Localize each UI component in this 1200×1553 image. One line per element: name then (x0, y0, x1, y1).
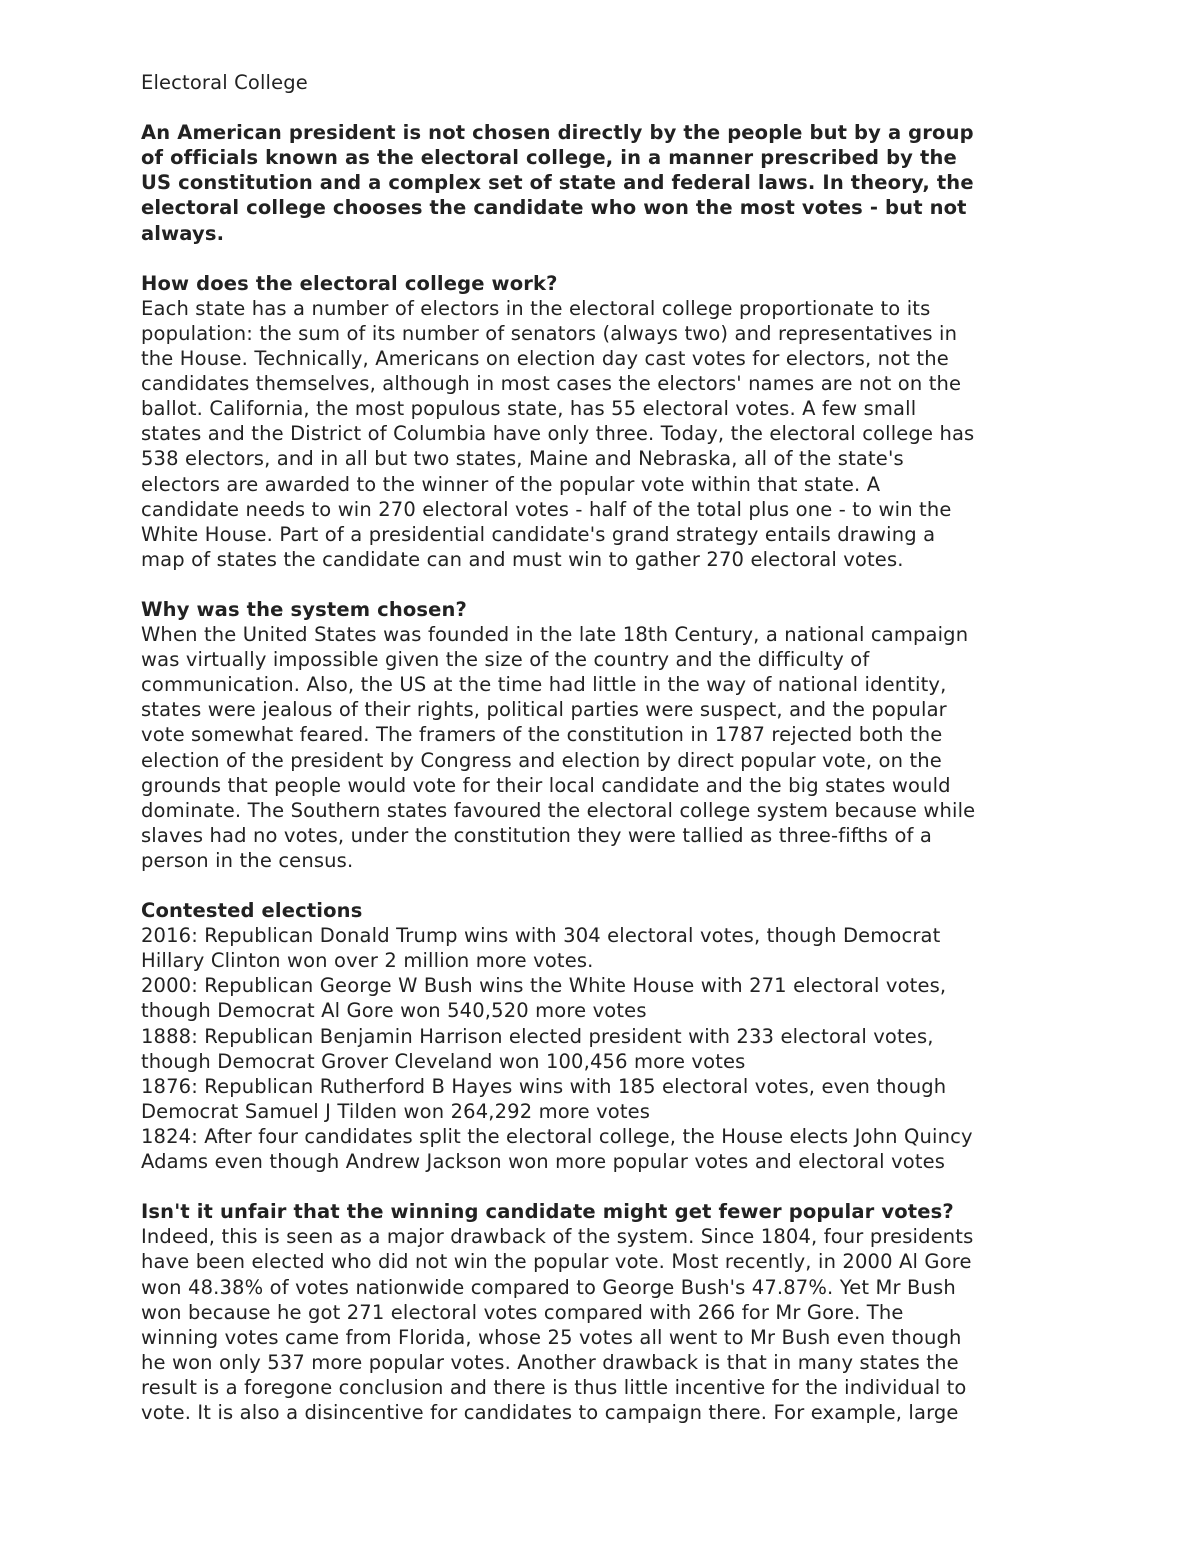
list-item-line: though Democrat Al Gore won 540,520 more votes (141, 999, 647, 1023)
paragraph-line: dominate. The Southern states favoured the electoral college system because while (141, 798, 976, 822)
section-why-chosen (141, 597, 1071, 873)
paragraph-line: White House. Part of a presidential candidate's grand strategy entails drawing a (141, 522, 936, 546)
intro-line: An American president is not chosen directly by the people but by a group (141, 121, 974, 145)
paragraph-line: electors are awarded to the winner of the popular vote within that state. A (141, 472, 881, 496)
paragraph-line: slaves had no votes, under the constitution they were tallied as three-fifths of a (141, 823, 932, 847)
paragraph-line: states were jealous of their rights, political parties were suspect, and the popular (141, 698, 947, 722)
document-page (141, 70, 1071, 1450)
list-item-line: Adams even though Andrew Jackson won more popular votes and electoral votes (141, 1150, 946, 1174)
section-paragraph (141, 296, 1071, 572)
list-item-line: 1876: Republican Rutherford B Hayes wins with 185 electoral votes, even though (141, 1074, 947, 1098)
list-item-line: 2000: Republican George W Bush wins the White House with 271 electoral votes, (141, 974, 947, 998)
list-item-line: though Democrat Grover Cleveland won 100,456 more votes (141, 1049, 746, 1073)
section-paragraph (141, 622, 1071, 873)
section-heading: Contested elections (141, 899, 363, 923)
paragraph-line: Indeed, this is seen as a major drawback of the system. Since 1804, four presidents (141, 1225, 974, 1249)
document-title: Electoral College (141, 71, 308, 94)
paragraph-line: map of states the candidate can and must win to gather 270 electoral votes. (141, 547, 904, 571)
paragraph-line: When the United States was founded in the late 18th Century, a national campaign (141, 623, 969, 647)
paragraph-line: result is a foregone conclusion and there is thus little incentive for the individual to (141, 1375, 967, 1399)
list-item (141, 973, 1071, 1023)
paragraph-line: vote. It is also a disincentive for candidates to campaign there. For example, large (141, 1400, 959, 1424)
intro-line: electoral college chooses the candidate who won the most votes - but not (141, 196, 967, 220)
paragraph-line: population: the sum of its number of senators (always two) and representatives in (141, 321, 958, 345)
section-heading: Why was the system chosen? (141, 597, 468, 621)
paragraph-line: vote somewhat feared. The framers of the constitution in 1787 rejected both the (141, 723, 943, 747)
list-item (141, 1124, 1071, 1174)
paragraph-line: ballot. California, the most populous state, has 55 electoral votes. A few small (141, 397, 917, 421)
list-item-line: 2016: Republican Donald Trump wins with 304 electoral votes, though Democrat (141, 924, 941, 948)
contested-elections-list (141, 923, 1071, 1174)
list-item-line: Hillary Clinton won over 2 million more votes. (141, 949, 594, 973)
section-how-it-works (141, 271, 1071, 572)
section-heading: How does the electoral college work? (141, 271, 558, 295)
intro-line: always. (141, 221, 225, 245)
section-paragraph (141, 1224, 1071, 1425)
paragraph-line: candidate needs to win 270 electoral votes - half of the total plus one - to win the (141, 497, 952, 521)
list-item-line: 1824: After four candidates split the electoral college, the House elects John Quincy (141, 1124, 973, 1148)
list-item-line: Democrat Samuel J Tilden won 264,292 more votes (141, 1099, 651, 1123)
paragraph-line: states and the District of Columbia have only three. Today, the electoral college has (141, 422, 975, 446)
paragraph-line: 538 electors, and in all but two states, Maine and Nebraska, all of the state's (141, 447, 904, 471)
paragraph-line: communication. Also, the US at the time had little in the way of national identity, (141, 673, 947, 697)
paragraph-line: candidates themselves, although in most cases the electors' names are not on the (141, 372, 962, 396)
intro-line: US constitution and a complex set of state and federal laws. In theory, the (141, 171, 974, 195)
list-item-line: 1888: Republican Benjamin Harrison elected president with 233 electoral votes, (141, 1024, 934, 1048)
section-heading: Isn't it unfair that the winning candidate might get fewer popular votes? (141, 1200, 954, 1224)
paragraph-line: won because he got 271 electoral votes compared with 266 for Mr Gore. The (141, 1300, 904, 1324)
paragraph-line: grounds that people would vote for their local candidate and the big states would (141, 773, 951, 797)
paragraph-line: the House. Technically, Americans on election day cast votes for electors, not the (141, 347, 949, 371)
paragraph-line: he won only 537 more popular votes. Another drawback is that in many states the (141, 1350, 959, 1374)
paragraph-line: person in the census. (141, 848, 354, 872)
list-item (141, 1074, 1071, 1124)
list-item (141, 1024, 1071, 1074)
paragraph-line: election of the president by Congress and election by direct popular vote, on the (141, 748, 942, 772)
intro-line: of officials known as the electoral college, in a manner prescribed by the (141, 146, 957, 170)
paragraph-line: won 48.38% of votes nationwide compared to George Bush's 47.87%. Yet Mr Bush (141, 1275, 956, 1299)
paragraph-line: Each state has a number of electors in the electoral college proportionate to its (141, 296, 931, 320)
section-contested-elections (141, 898, 1071, 1174)
paragraph-line: winning votes came from Florida, whose 25 votes all went to Mr Bush even though (141, 1325, 962, 1349)
list-item (141, 923, 1071, 973)
intro-paragraph (141, 120, 1071, 245)
paragraph-line: was virtually impossible given the size of the country and the difficulty of (141, 648, 870, 672)
section-unfair (141, 1199, 1071, 1425)
paragraph-line: have been elected who did not win the popular vote. Most recently, in 2000 Al Gore (141, 1250, 972, 1274)
